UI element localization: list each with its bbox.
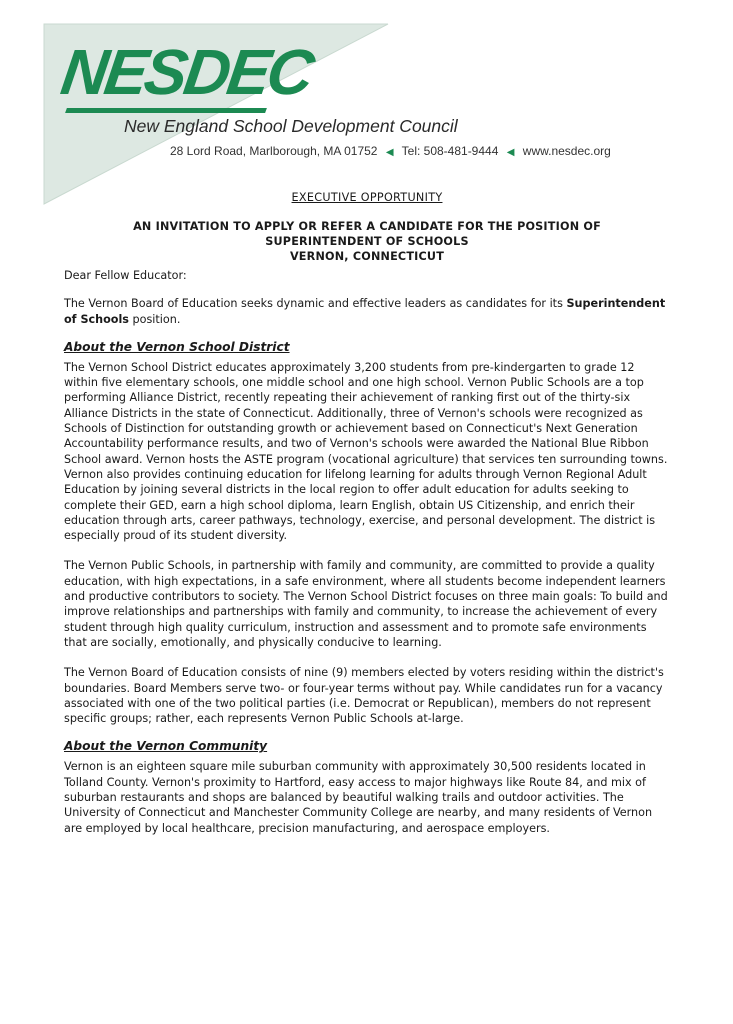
invitation-line-2: SUPERINTENDENT OF SCHOOLS: [265, 235, 469, 248]
invitation-line-3: VERNON, CONNECTICUT: [289, 250, 445, 263]
arrow-icon: ◀: [506, 147, 515, 158]
invitation-line-1: AN INVITATION TO APPLY OR REFER A CANDIDATE FOR THE POSITION OF: [133, 220, 601, 233]
organization-name: New England School Development Council: [124, 116, 458, 136]
nesdec-logo: NESDEC: [56, 36, 316, 108]
section-title-school-district: About the Vernon School District: [64, 339, 290, 354]
contact-info: [170, 144, 611, 158]
letterhead: [0, 0, 733, 210]
intro-position-name: Superintendent of Schools: [64, 297, 666, 326]
district-paragraph-1: The Vernon School District educates approximately 3,200 students from pre-kindergarten to grade 12 within five elementary schools, one middle school and one high school. Vernon Public Schools are a top performing Alliance District, recently repeating their achievement of ranking first out of the thirty-six Alliance Districts in the state of Connecticut. Additionally, three of Vernon's schools were recognized as Schools of Distinction for outstanding growth or achievement based on Connecticut's Next Generation Accountability performance results, and two of Vernon's schools were awarded the National Blue Ribbon School award. Vernon hosts the ASTE program (vocational agriculture) that services ten surrounding towns. Vernon also provides continuing education for lifelong learning for adults through Vernon Regional Adult Education by joining several districts in the local region to offer adult education for adults seeking to complete their GED, earn a high school diploma, learn English, obtain US Citizenship, and enrich their education through arts, career pathways, technology, exercise, and personal development. The district is especially proud of its student diversity.: [64, 360, 668, 543]
salutation: Dear Fellow Educator:: [64, 269, 187, 282]
district-paragraph-2: The Vernon Public Schools, in partnership with family and community, are committed to provide a quality education, with high expectations, in a safe environment, where all students become independent learners and productive contributors to society. The Vernon School District focuses on three main goals: To build and improve relationships and partnerships with family and community, to increase the achievement of every student through high quality curriculum, instruction and assessment and to promote safe environments that are socially, emotionally, and physically conducive to learning.: [64, 559, 668, 649]
phone-text: Tel: 508-481-9444: [401, 144, 499, 158]
address-text: 28 Lord Road, Marlborough, MA 01752: [170, 144, 378, 158]
community-paragraph: Vernon is an eighteen square mile suburban community with approximately 30,500 residents located in Tolland County. Vernon's proximity to Hartford, easy access to major highways like Route 84, and mix of suburban restaurants and shops are balanced by beautiful walking trails and outdoor activities. The University of Connecticut and Manchester Community College are nearby, and many residents of Vernon are employed by local healthcare, precision manufacturing, and aerospace employers.: [64, 760, 653, 835]
executive-opportunity-title: EXECUTIVE OPPORTUNITY: [291, 191, 443, 204]
district-paragraph-3: The Vernon Board of Education consists of nine (9) members elected by voters residing within the district's boundaries. Board Members serve two- or four-year terms without pay. While candidates run for a vacancy associated with one of the two political parties (i.e. Democrat or Republican), members do not represent specific groups; rather, each represents Vernon Public Schools at-large.: [64, 666, 664, 726]
intro-text-post: position.: [128, 312, 181, 326]
invitation-heading: [64, 219, 670, 264]
intro-text-pre: The Vernon Board of Education seeks dynamic and effective leaders as candidates for its: [64, 297, 567, 311]
document-body: [64, 190, 670, 836]
logo-underline: [65, 108, 267, 113]
website-link[interactable]: www.nesdec.org: [522, 144, 611, 158]
intro-paragraph: [64, 296, 670, 327]
arrow-icon: ◀: [385, 147, 394, 158]
section-title-community: About the Vernon Community: [64, 739, 268, 754]
